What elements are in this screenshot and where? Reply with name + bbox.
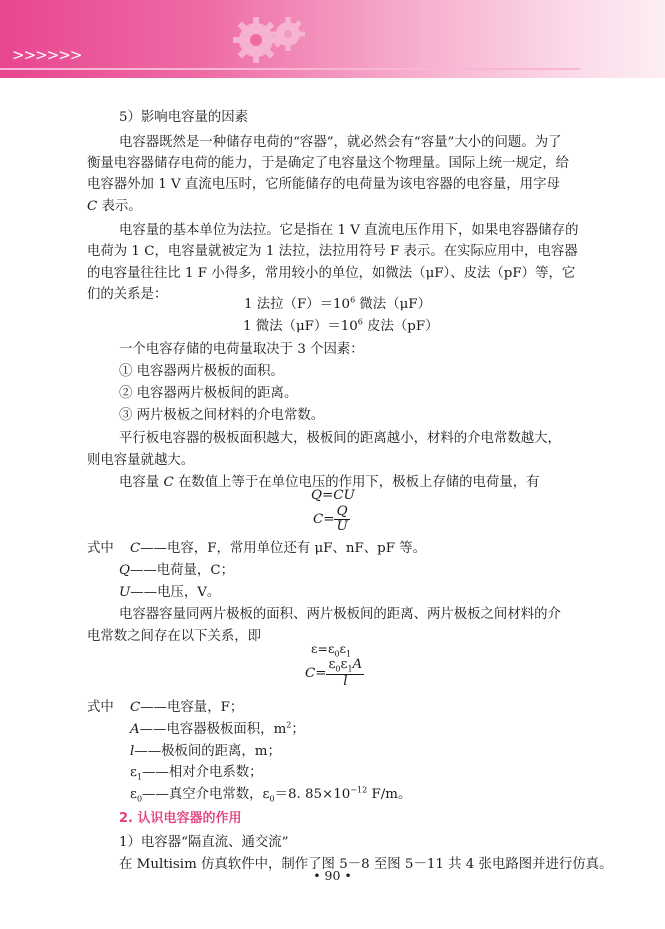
section-heading: 2. 认识电容器的作用: [119, 811, 242, 826]
formula-epsilon: $\varepsilon=\varepsilon_0\varepsilon_1$: [311, 641, 352, 659]
legend-item: A——电容器极板面积，$m^2$；: [130, 720, 305, 737]
legend-item: U——电压，V。: [119, 585, 221, 600]
subheading-5: 5）影响电容量的因素: [119, 110, 249, 125]
formula-c-q-over-u: C= $\frac{Q}{U}$: [313, 504, 348, 535]
unit-equation-1: 1 法拉$(F)=10^6$ 微法（μF）: [244, 295, 431, 312]
legend-item: C——电容量，F；: [130, 700, 244, 715]
paragraph-line: 电容量的基本单位为法拉。它是指在 1 V 直流电压作用下，如果电容器储存的: [119, 223, 579, 238]
paragraph-line: 电荷为 1 C，电容量就被定为 1 法拉，法拉用符号 F 表示。在实际应用中，电容器: [87, 244, 578, 259]
legend-item: l——极板间的距离，m；: [130, 744, 281, 759]
legend-item: C——电容，F，常用单位还有 μF、nF、pF 等。: [130, 541, 427, 556]
paragraph-line: 平行板电容器的极板面积越大，极板间的距离越小，材料的介电常数越大，: [119, 431, 561, 446]
factors-intro: 一个电容存储的电荷量取决于 3 个因素：: [119, 342, 364, 357]
legend-item: $\varepsilon_0——$真空介电常数，$\varepsilon_0=8$. $85\times 10^{-12}$ F/m。: [130, 785, 412, 804]
legend-label: 式中: [87, 541, 114, 556]
paragraph-line: 电容器容量同两片极板的面积、两片极板间的距离、两片极板之间材料的介: [119, 607, 561, 622]
chevron-decoration: >>>>>>: [12, 46, 82, 64]
subsection-heading: 1）电容器“隔直流、通交流”: [119, 835, 289, 850]
legend-item: $\varepsilon_1——$相对介电系数；: [130, 765, 263, 782]
paragraph-line: 电常数之间存在以下关系，即: [87, 629, 262, 644]
paragraph-line: 的电容量往往比 1 F 小得多，常用较小的单位，如微法（μF）、皮法（pF）等，它: [87, 266, 576, 281]
factor-item: ② 电容器两片极板间的距离。: [119, 386, 298, 401]
page-number: • 90 •: [313, 868, 352, 883]
paragraph-line: C 表示。: [87, 199, 142, 214]
paragraph-line: 电容器外加 1 V 直流电压时，它所能储存的电荷量为该电容器的电容量，用字母: [87, 177, 560, 192]
formula-q-cu: Q=CU: [311, 488, 355, 503]
definition-line: 电容量 C 在数值上等于在单位电压的作用下，极板上存储的电荷量，有: [119, 475, 540, 490]
legend-label: 式中: [87, 700, 114, 715]
paragraph-line: 们的关系是：: [87, 287, 168, 302]
formula-capacitance: C= $\frac{\varepsilon_0\varepsilon_1A}{l}$: [305, 657, 363, 690]
paragraph-line: 衡量电容器储存电荷的能力，于是确定了电容量这个物理量。国际上统一规定，给: [87, 156, 570, 171]
paragraph-line: 在 Multisim 仿真软件中，制作了图 5－8 至图 5－11 共 4 张电路图并进行仿真。: [119, 857, 613, 872]
factor-item: ① 电容器两片极板的面积。: [119, 364, 284, 379]
paragraph-line: 电容器既然是一种储存电荷的“容器”，就必然会有“容量”大小的问题。为了: [119, 135, 562, 150]
legend-item: Q——电荷量，C；: [119, 563, 234, 578]
unit-equation-2: 1 微法$(\mu F)=10^6$ 皮法（pF）: [243, 317, 439, 334]
paragraph-line: 则电容量就越大。: [87, 453, 195, 468]
factor-item: ③ 两片极板之间材料的介电常数。: [119, 408, 325, 423]
